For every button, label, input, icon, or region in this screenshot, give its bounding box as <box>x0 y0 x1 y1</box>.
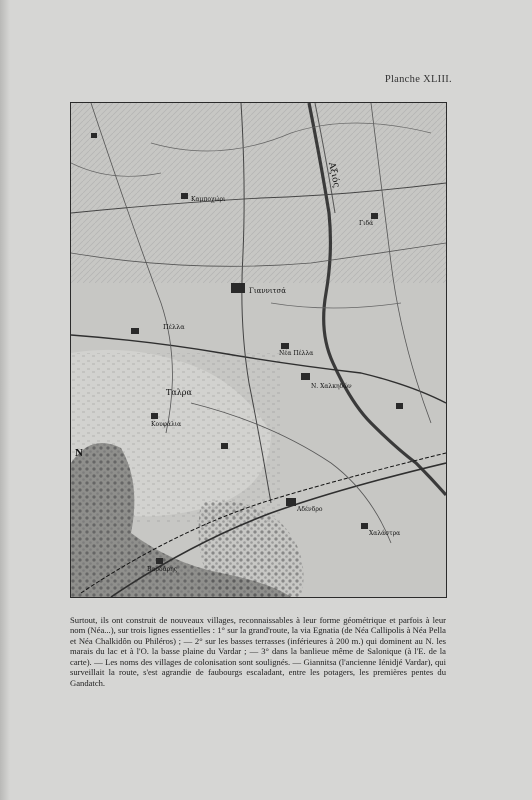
place-label: Πέλλα <box>163 323 185 331</box>
place-label: Καμποχώρι <box>191 196 226 203</box>
page-shadow <box>0 0 10 800</box>
place-label: Χαλάστρα <box>369 530 401 537</box>
place-label: Γιδά <box>359 220 374 227</box>
place-label: Βαρδάρης <box>147 566 178 573</box>
figure-caption: Surtout, ils ont construit de nouveaux villages, reconnaissables à leur forme géométrique et parfois à leur nom (Néa...), sur trois lignes essentielles : 1° sur la grand'route, la via Egnatia (de Néa Callipolis à Néa Pella et Néa Chalkidôn ou Philéros) ; — 2° sur les basses terrasses (inférieures à 200 m.) qui dominent au N. les marais du lac et à l'O. la basse plaine du Vardar ; — 3° dans la banlieue même de Salonique (à l'E. de la carte). — Les noms des villages de colonisation sont soulignés. — Giannitsa (l'ancienne Iénidjé Vardar), qui surveillait la route, s'est agrandie de faubourgs escaladant, entre les potagers, les premières pentes du Gandatch. <box>70 614 446 688</box>
place-label: Νέα Πέλλα <box>279 350 314 357</box>
river-label: Αξιός <box>326 161 342 189</box>
map-image <box>71 103 446 597</box>
plate-label: Planche XLIII. <box>384 74 452 85</box>
lake-label: Ταλρα <box>166 388 192 397</box>
place-label: Ν. Χαλκηδών <box>311 383 352 390</box>
place-label: Κουφάλια <box>151 421 182 428</box>
map-figure <box>70 102 447 598</box>
place-label: Γιαννιτσά <box>249 287 286 295</box>
north-arrow-label: N <box>75 447 83 459</box>
place-label: Αδένδρο <box>297 506 323 513</box>
